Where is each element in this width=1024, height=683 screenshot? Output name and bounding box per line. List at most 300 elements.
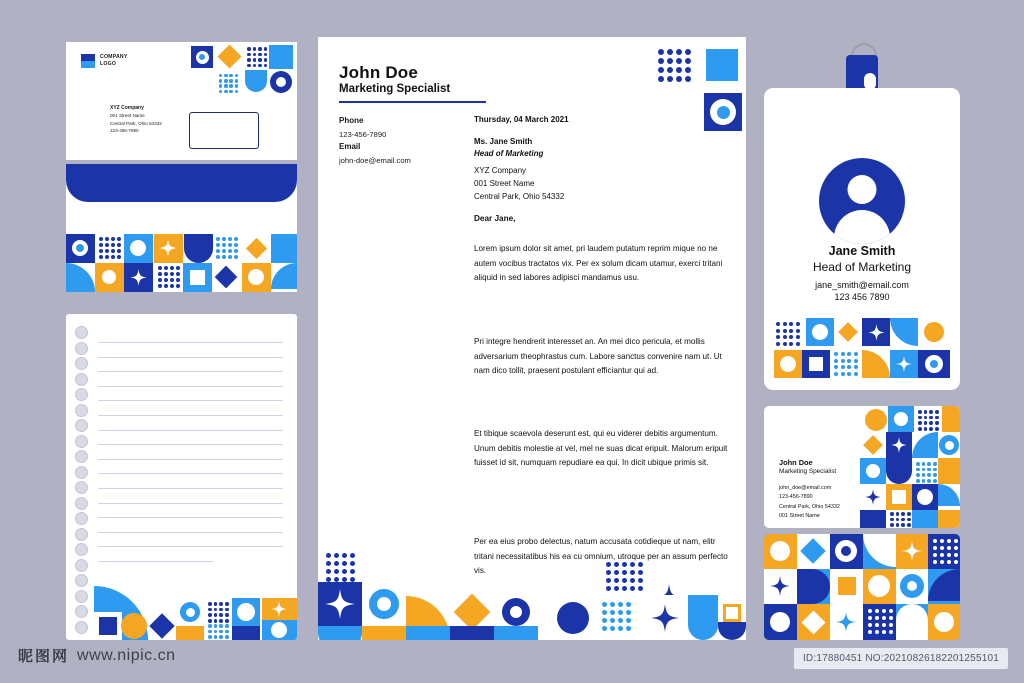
spiral-hole [75,559,88,572]
four-point-star-decoration [896,356,912,372]
dot-decoration [164,272,168,276]
letterhead-phone-block: Phone 123-456-7890 [339,116,387,139]
shape-decoration [942,406,960,432]
dot-decoration [208,613,212,617]
ruled-line [98,386,283,387]
dot-decoration [606,562,611,567]
dot-decoration [796,322,800,326]
badge-geometric-pattern [774,318,950,378]
shape-decoration [248,269,264,285]
dot-decoration [170,266,174,270]
dot-decoration [158,278,162,282]
dot-decoration [222,255,226,259]
ruled-line [98,444,283,445]
dot-decoration [922,479,926,483]
dot-decoration [253,58,257,62]
dot-decoration [658,76,664,82]
dot-decoration [224,90,227,93]
dot-decoration [105,255,109,259]
dot-decoration [614,586,619,591]
letterhead-document [318,37,746,640]
dot-decoration [901,512,905,516]
dot-decoration [216,249,220,253]
dot-decoration [933,479,937,483]
shape-decoration [276,77,286,87]
dot-decoration [854,359,858,363]
dot-decoration [685,76,691,82]
dot-decoration [224,74,227,77]
dot-decoration [111,237,115,241]
dot-decoration [334,553,339,558]
business-card-pattern [860,406,960,528]
dot-decoration [658,67,664,73]
dot-decoration [170,284,174,288]
dot-decoration [922,462,926,466]
ruled-line [98,357,283,358]
ruled-line [98,488,283,489]
dot-decoration [890,518,894,522]
dot-decoration [229,90,232,93]
dot-decoration [783,342,787,346]
spiral-hole [75,357,88,370]
four-point-star-decoration [836,612,856,632]
dot-decoration [264,58,268,62]
shape-decoration [770,541,790,561]
dot-decoration [158,272,162,276]
business-card-name: John Doe [779,458,813,467]
dot-decoration [117,255,121,259]
shape-decoration [938,510,960,528]
dot-decoration [234,243,238,247]
dot-decoration [854,365,858,369]
dot-decoration [99,249,103,253]
dot-decoration [927,473,931,477]
dot-decoration [117,243,121,247]
dot-decoration [111,249,115,253]
half-circle-decoration [688,595,718,640]
four-point-star-decoration [902,541,922,561]
four-point-star-decoration [770,576,790,596]
shape-decoration [868,575,890,597]
site-branding [18,645,176,666]
dot-decoration [99,237,103,241]
dot-decoration [907,512,911,516]
letter-date: Thursday, 04 March 2021 [474,115,569,124]
shape-decoration [780,356,796,372]
four-point-star-decoration [651,604,679,632]
shape-decoration [237,603,255,621]
dot-decoration [935,421,939,425]
dot-decoration [658,49,664,55]
dot-decoration [622,586,627,591]
ruled-line [98,561,213,562]
spiral-hole [75,512,88,525]
dot-decoration [907,523,911,527]
dot-decoration [164,278,168,282]
badge-email: jane_smith@email.com [815,280,909,290]
letterhead-divider [339,101,486,103]
shape-decoration [838,577,856,595]
shape-decoration [917,489,933,505]
dot-decoration [117,237,121,241]
dot-decoration [105,243,109,247]
dot-decoration [676,67,682,73]
dot-decoration [776,329,780,333]
shape-decoration [510,606,522,618]
dot-decoration [935,416,939,420]
site-url: www.nipic.cn [77,646,176,664]
shape-decoration [102,270,116,284]
spiral-binding [75,326,87,628]
dot-decoration [685,58,691,64]
dot-decoration [326,553,331,558]
dot-decoration [350,569,355,574]
spiral-hole [75,326,88,339]
dot-decoration [783,329,787,333]
letter-paragraph-4: Per ea eius probo delectus, natum accusata cotidieque ut nam, elitr tritani necessitatibus his ea cu omnium, utroque per an assum perfecto vis. [474,537,728,576]
half-circle-decoration [184,234,213,263]
dot-decoration [935,410,939,414]
dot-decoration [222,237,226,241]
dot-decoration [841,372,845,376]
shape-decoration [199,54,205,60]
envelope-geometric-pattern [189,42,297,94]
shape-decoration [841,546,851,556]
badge-phone: 123 456 7890 [834,292,890,302]
dot-decoration [224,84,227,87]
shape-decoration [924,322,944,342]
shape-decoration [557,602,589,634]
dot-decoration [667,76,673,82]
letterhead-pattern-bottom-left [318,517,538,640]
dot-decoration [789,342,793,346]
dot-decoration [834,359,838,363]
dot-decoration [170,272,174,276]
dot-decoration [667,58,673,64]
dot-decoration [918,427,922,431]
dot-decoration [176,266,180,270]
dot-decoration [796,329,800,333]
spiral-hole [75,621,88,634]
dot-decoration [918,416,922,420]
shape-decoration [865,409,887,431]
ruled-line [98,532,283,533]
shape-decoration [894,412,908,426]
spiral-hole [75,388,88,401]
dot-decoration [228,255,232,259]
dot-decoration [219,602,223,606]
letter-paragraph-1: Lorem ipsum dolor sit amet, pri laudem putatum reprim mique no ne autem vocibus tractatos vix. Per ex solum dicam utamur, exerci tritani aliquid in sed labores adipisci mandamus usu. [474,244,723,283]
dot-decoration [225,608,229,612]
shape-decoration [190,270,205,285]
dot-decoration [606,586,611,591]
four-point-star-decoration [130,269,147,286]
spiral-hole [75,450,88,463]
dot-decoration [614,562,619,567]
dot-decoration [841,352,845,356]
dot-decoration [676,58,682,64]
dot-decoration [924,410,928,414]
dot-decoration [229,79,232,82]
dot-decoration [258,53,262,57]
dot-decoration [234,249,238,253]
business-card-front [764,406,960,528]
four-point-star-decoration [271,601,287,617]
dot-decoration [630,570,635,575]
dot-decoration [258,47,262,51]
dot-decoration [783,335,787,339]
envelope-flap [66,164,297,202]
dot-decoration [208,619,212,623]
letter-paragraph-2: Pri integre hendrerit interesset an. An mei dico pericula, et mollis adversarium theophrastus cum. Labore sanctus convenire nam ut. Ut nam dico tollit, praesent postulant efficiantur qui ad. [474,337,722,376]
four-point-star-decoration [865,489,881,505]
spiral-hole [75,497,88,510]
dot-decoration [929,427,933,431]
dot-decoration [216,243,220,247]
dot-decoration [225,630,229,634]
letter-recipient: Ms. Jane Smith Head of Marketing [474,137,544,159]
dot-decoration [350,553,355,558]
spiral-hole [75,528,88,541]
shape-decoration [706,49,738,81]
dot-decoration [796,335,800,339]
dot-decoration [208,602,212,606]
dot-decoration [224,79,227,82]
shape-decoration [866,464,880,478]
dot-decoration [258,58,262,62]
half-circle-decoration [896,604,928,640]
dot-decoration [326,569,331,574]
dot-decoration [342,569,347,574]
dot-decoration [924,427,928,431]
shape-decoration [930,360,938,368]
badge-role: Head of Marketing [812,260,912,274]
dot-decoration [247,58,251,62]
letter-paragraph-3: Et tibique scaevola deserunt est, qui eu viderer debitis argumentum. Unum debitis molestie at vel, mel ne suas dicat eripuit. Malorum eripuit fuisset id sit, numquam repudiare ea qui. In dicit ubique primis sit. [474,429,728,468]
shape-decoration [377,597,391,611]
dot-decoration [658,58,664,64]
dot-decoration [342,553,347,558]
dot-decoration [164,284,168,288]
dot-decoration [342,561,347,566]
dot-decoration [685,67,691,73]
dot-decoration [326,561,331,566]
dot-decoration [235,84,238,87]
dot-decoration [264,47,268,51]
dot-decoration [901,523,905,527]
ruled-line [98,473,283,474]
four-point-star-decoration [325,589,355,619]
company-logo [81,54,128,68]
dot-decoration [916,468,920,472]
dot-decoration [630,562,635,567]
dot-decoration [916,479,920,483]
ruled-line [98,415,283,416]
id-badge-card [764,88,960,390]
dot-decoration [890,512,894,516]
shape-decoration [269,45,293,69]
dot-decoration [933,462,937,466]
dot-decoration [264,53,268,57]
dot-decoration [219,624,223,628]
dot-decoration [630,578,635,583]
dot-decoration [216,255,220,259]
spiral-hole [75,590,88,603]
dot-decoration [208,630,212,634]
dot-decoration [630,586,635,591]
spiral-hole [75,404,88,417]
spiral-hole [75,466,88,479]
spiral-hole [75,373,88,386]
asset-id-badge: ID:17880451 NO:20210826182201255101 [794,648,1008,669]
dot-decoration [176,272,180,276]
dot-decoration [111,255,115,259]
dot-decoration [854,352,858,356]
four-point-star-decoration [868,324,885,341]
dot-decoration [667,67,673,73]
ruled-line [98,517,283,518]
spiral-hole [75,574,88,587]
letterhead-pattern-bottom-right [550,552,746,640]
dot-decoration [622,570,627,575]
dot-decoration [334,569,339,574]
business-card-back-pattern [764,534,960,640]
envelope-back-pattern [66,234,297,292]
dot-decoration [214,602,218,606]
business-card-back [764,534,960,640]
dot-decoration [225,613,229,617]
dot-decoration [176,284,180,288]
ruled-line [98,371,283,372]
badge-name: Jane Smith [828,244,896,258]
dot-decoration [235,90,238,93]
dot-decoration [219,613,223,617]
shape-decoration [99,617,117,635]
ruled-line [98,400,283,401]
dot-decoration [228,237,232,241]
shape-decoration [945,441,954,450]
half-circle-decoration [886,458,912,484]
dot-decoration [614,578,619,583]
dot-decoration [847,359,851,363]
shape-decoration [271,234,297,263]
dot-decoration [214,624,218,628]
dot-decoration [234,237,238,241]
dot-decoration [685,49,691,55]
dot-decoration [99,243,103,247]
letterhead-name: John Doe [339,63,419,82]
letterhead-pattern-top-right [648,37,746,132]
shape-decoration [121,613,147,639]
dot-decoration [935,427,939,431]
dot-decoration [234,255,238,259]
shape-decoration [770,612,790,632]
four-point-star-decoration [159,239,177,257]
dot-decoration [111,243,115,247]
dot-decoration [638,578,643,583]
shape-decoration [892,490,906,504]
dot-decoration [214,619,218,623]
dot-decoration [99,255,103,259]
dot-decoration [916,473,920,477]
shape-decoration [76,244,84,252]
spiral-hole [75,481,88,494]
dot-decoration [927,462,931,466]
half-circle-decoration [245,70,267,92]
spiral-hole [75,605,88,618]
dot-decoration [667,49,673,55]
ruled-line [98,430,283,431]
dot-decoration [890,523,894,527]
dot-decoration [841,359,845,363]
shape-decoration [726,607,738,619]
dot-decoration [225,619,229,623]
shape-decoration [130,240,146,256]
dot-decoration [253,53,257,57]
envelope-back-card [66,164,297,292]
dot-decoration [208,624,212,628]
dot-decoration [208,608,212,612]
dot-decoration [638,570,643,575]
dot-decoration [117,249,121,253]
shape-decoration [912,510,938,528]
dot-decoration [170,278,174,282]
spiral-hole [75,435,88,448]
dot-decoration [158,266,162,270]
letterhead-email-block: Email john-doe@email.com [339,142,411,165]
dot-decoration [796,342,800,346]
envelope-return-address: XYZ Company 001 Street Name Central Park, Ohio 54332 123-456-7890 [110,105,162,134]
dot-decoration [918,421,922,425]
dot-decoration [854,372,858,376]
dot-decoration [253,64,257,68]
dot-decoration [841,365,845,369]
ruled-line [98,546,283,547]
dot-decoration [229,84,232,87]
dot-decoration [222,243,226,247]
dot-decoration [222,249,226,253]
dot-decoration [622,562,627,567]
watermark-footer [0,638,1024,683]
ruled-line [98,459,283,460]
dot-decoration [264,64,268,68]
shape-decoration [812,324,828,340]
shape-decoration [934,612,954,632]
four-point-star-decoration [891,437,907,453]
dot-decoration [676,76,682,82]
dot-decoration [334,561,339,566]
dot-decoration [638,586,643,591]
dot-decoration [247,53,251,57]
spiral-hole [75,419,88,432]
dot-decoration [253,47,257,51]
dot-decoration [219,619,223,623]
dot-decoration [158,284,162,288]
dot-decoration [614,570,619,575]
dot-decoration [606,578,611,583]
business-card-contact: john_doe@email.com 123-456-7890 Central Park, Ohio 54332 001 Street Name [779,485,840,519]
dot-decoration [350,561,355,566]
dot-decoration [847,372,851,376]
dot-decoration [834,372,838,376]
notepad-card [66,314,297,640]
shape-decoration [860,510,886,528]
letterhead-role: Marketing Specialist [339,83,451,95]
dot-decoration [228,249,232,253]
dot-decoration [927,479,931,483]
envelope-address-window [189,112,259,149]
dot-decoration [918,410,922,414]
